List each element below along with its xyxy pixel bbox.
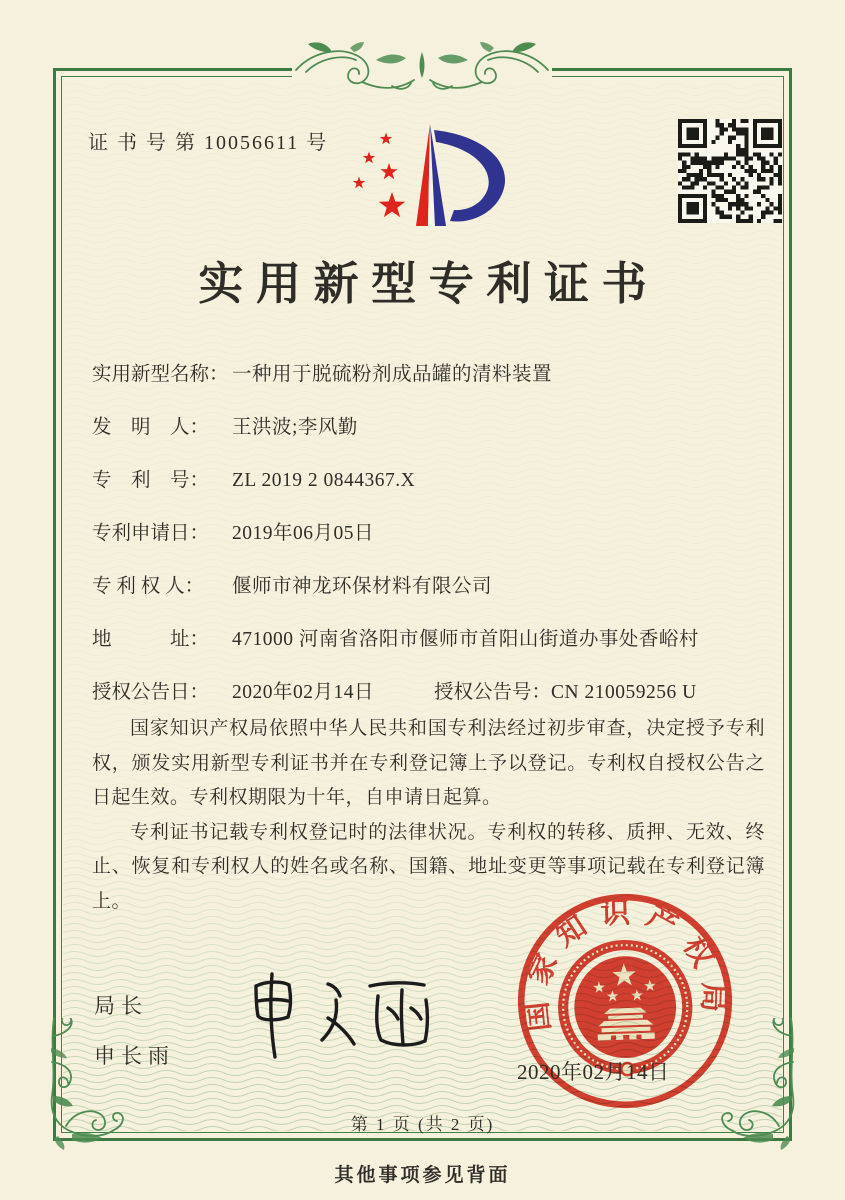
certificate-fields	[92, 363, 767, 704]
floral-scroll-ornament-top	[292, 40, 552, 98]
field-patent-number	[92, 469, 767, 492]
director-title: 局长	[94, 994, 148, 1018]
grant-number-value: CN 210059256 U	[551, 682, 697, 703]
field-label: 地 址：	[92, 629, 210, 650]
grant-date-value: 2020年02月14日	[232, 682, 375, 703]
field-filing-date	[92, 522, 767, 545]
seal-text: 国家知识产权局	[520, 896, 729, 1033]
field-label: 专 利 权 人：	[92, 576, 205, 597]
grant-date-label: 授权公告日：	[92, 682, 210, 703]
legal-paragraph-1: 国家知识产权局依照中华人民共和国专利法经过初步审查，决定授予专利权，颁发实用新型专利证书并在专利登记簿上予以登记。专利权自授权公告之日起生效。专利权期限为十年，自申请日起算。	[92, 718, 765, 808]
director-name: 申长雨	[94, 1044, 175, 1068]
field-grant-announcement	[92, 681, 767, 704]
field-value: 471000 河南省洛阳市偃师市首阳山街道办事处香峪村	[232, 629, 699, 650]
field-value: 一种用于脱硫粉剂成品罐的清料装置	[232, 364, 553, 385]
certificate-title: 实用新型专利证书	[198, 259, 660, 309]
field-value: 王洪波;李风勤	[232, 417, 358, 438]
field-label: 专 利 号：	[92, 470, 210, 491]
director-block	[94, 990, 175, 1070]
certificate-number: 证 书 号 第 10056611 号	[88, 132, 329, 154]
field-label: 发 明 人：	[92, 417, 210, 438]
field-value: 2019年06月05日	[232, 523, 375, 544]
page-number: 第 1 页 (共 2 页)	[350, 1115, 495, 1134]
field-address	[92, 628, 767, 651]
qr-code	[678, 119, 782, 223]
field-label: 实用新型名称：	[92, 364, 229, 385]
field-value: ZL 2019 2 0844367.X	[232, 470, 416, 491]
legal-paragraph-2: 专利证书记载专利权登记时的法律状况。专利权的转移、质押、无效、终止、恢复和专利权人的姓名或名称、国籍、地址变更等事项记载在专利登记簿上。	[92, 821, 765, 912]
seal-date: 2020年02月14日	[517, 1060, 670, 1084]
field-inventors	[92, 416, 767, 439]
field-utility-model-name	[92, 363, 767, 386]
back-side-note: 其他事项参见背面	[334, 1165, 511, 1186]
field-value: 偃师市神龙环保材料有限公司	[232, 576, 493, 597]
cnipa-logo-icon	[338, 120, 522, 234]
handwritten-signature	[232, 960, 447, 1065]
field-label: 专利申请日：	[92, 523, 210, 544]
field-patentee	[92, 575, 767, 598]
grant-number-label: 授权公告号：	[434, 682, 552, 703]
